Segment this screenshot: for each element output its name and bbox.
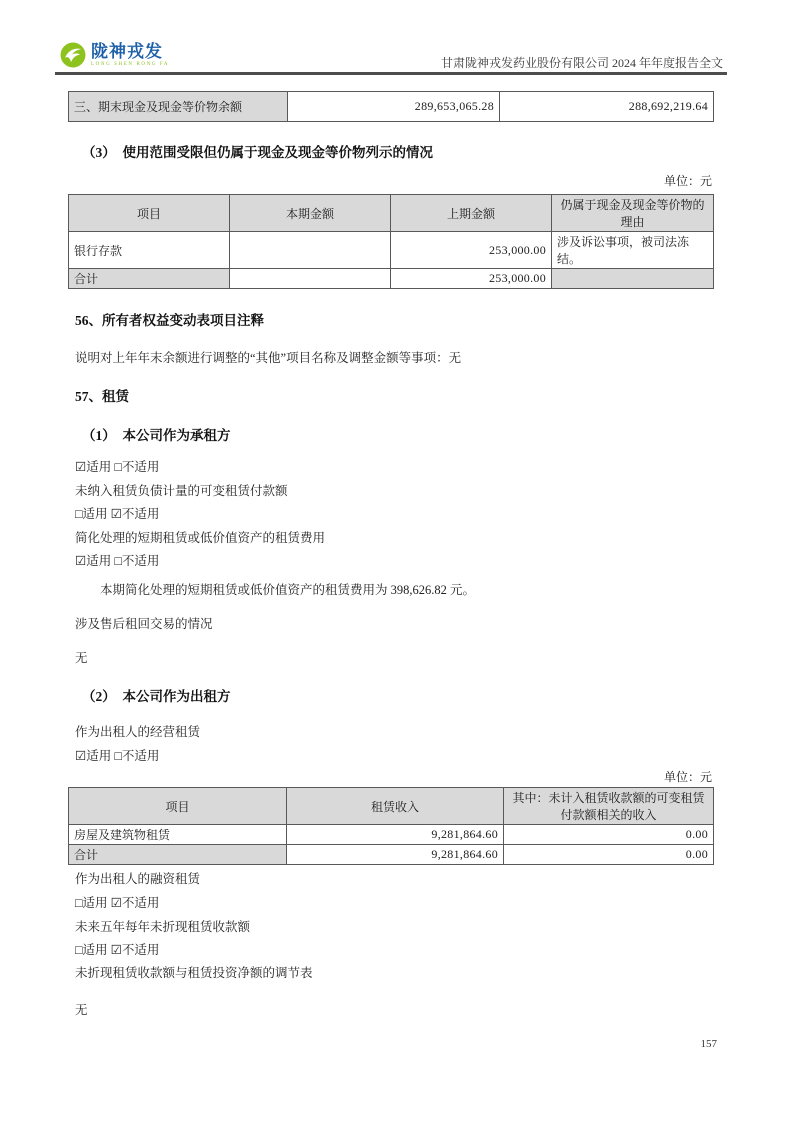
cell-variable: 0.00: [504, 845, 714, 865]
cell-item: 房屋及建筑物租赁: [69, 825, 287, 845]
section56-heading: 56、所有者权益变动表项目注释: [75, 313, 264, 328]
table-header-row: [69, 788, 714, 825]
cash-row-label: 三、期末现金及现金等价物余额: [69, 92, 288, 122]
operating-lease-label: 作为出租人的经营租赁: [75, 725, 201, 739]
logo-text-cn: 陇神戎发: [91, 42, 163, 61]
section56-note: 说明对上年年末余额进行调整的“其他”项目名称及调整金额等事项：无: [75, 351, 462, 365]
applicability-line: □适用 ☑不适用: [75, 507, 160, 521]
lessor-unit-label: 单位：元: [663, 770, 712, 784]
applicability-line: ☑适用 □不适用: [75, 460, 160, 474]
table-total-row: [69, 269, 714, 289]
section3-heading: （3） 使用范围受限但仍属于现金及现金等价物列示的情况: [82, 145, 433, 160]
reconciliation-label: 未折现租赁收款额与租赁投资净额的调节表: [75, 966, 313, 980]
col-header-income: 租赁收入: [287, 788, 504, 825]
saleback-value: 无: [75, 651, 88, 665]
cell-income: 9,281,864.60: [287, 825, 504, 845]
cell-item: 合计: [69, 845, 287, 865]
col-header-variable: 其中：未计入租赁收款额的可变租赁付款额相关的收入: [504, 788, 714, 825]
simplified-lease-label: 简化处理的短期租赁或低价值资产的租赁费用: [75, 531, 326, 545]
section57-heading: 57、租赁: [75, 389, 129, 404]
table-row: [69, 92, 714, 122]
variable-payments-label: 未纳入租赁负债计量的可变租赁付款额: [75, 484, 288, 498]
reconciliation-value: 无: [75, 1003, 88, 1017]
section3-unit-label: 单位：元: [663, 174, 712, 188]
table-row: [69, 232, 714, 269]
undiscounted-receipts-label: 未来五年每年未折现租赁收款额: [75, 920, 251, 934]
applicability-line: □适用 ☑不适用: [75, 943, 160, 957]
cell-current: [230, 232, 391, 269]
col-header-reason: 仍属于现金及现金等价物的理由: [552, 195, 714, 232]
applicability-line: ☑适用 □不适用: [75, 554, 160, 568]
cash-row-current: 289,653,065.28: [288, 92, 500, 122]
cell-item: 合计: [69, 269, 230, 289]
table-total-row: [69, 845, 714, 865]
logo-bird-icon: [60, 42, 86, 68]
table-row: [69, 825, 714, 845]
lease-expense-paragraph: 本期简化处理的短期租赁或低价值资产的租赁费用为 398,626.82 元。: [100, 583, 476, 597]
cash-equivalents-table: [68, 91, 714, 122]
cell-reason: [552, 269, 714, 289]
col-header-previous: 上期金额: [391, 195, 552, 232]
logo-text-en: LONG SHEN RONG FA: [91, 62, 170, 67]
lessor-heading: （2） 本公司作为出租方: [82, 689, 231, 704]
col-header-current: 本期金额: [230, 195, 391, 232]
applicability-line: □适用 ☑不适用: [75, 896, 160, 910]
cell-reason: 涉及诉讼事项，被司法冻结。: [552, 232, 714, 269]
restricted-cash-table: [68, 194, 714, 289]
cell-item: 银行存款: [69, 232, 230, 269]
lease-income-table: [68, 787, 714, 865]
cash-row-previous: 288,692,219.64: [500, 92, 714, 122]
report-header-title: 甘肃陇神戎发药业股份有限公司 2024 年年度报告全文: [440, 56, 723, 70]
company-logo: [60, 42, 169, 68]
header-rule: [55, 72, 727, 75]
col-header-item: 项目: [69, 788, 287, 825]
table-header-row: [69, 195, 714, 232]
applicability-line: ☑适用 □不适用: [75, 749, 160, 763]
cell-current: [230, 269, 391, 289]
col-header-item: 项目: [69, 195, 230, 232]
page-number: 157: [700, 1038, 717, 1050]
cell-income: 9,281,864.60: [287, 845, 504, 865]
saleback-label: 涉及售后租回交易的情况: [75, 617, 213, 631]
cell-variable: 0.00: [504, 825, 714, 845]
cell-previous: 253,000.00: [391, 269, 552, 289]
lessee-heading: （1） 本公司作为承租方: [82, 428, 231, 443]
finance-lease-label: 作为出租人的融资租赁: [75, 872, 201, 886]
cell-previous: 253,000.00: [391, 232, 552, 269]
